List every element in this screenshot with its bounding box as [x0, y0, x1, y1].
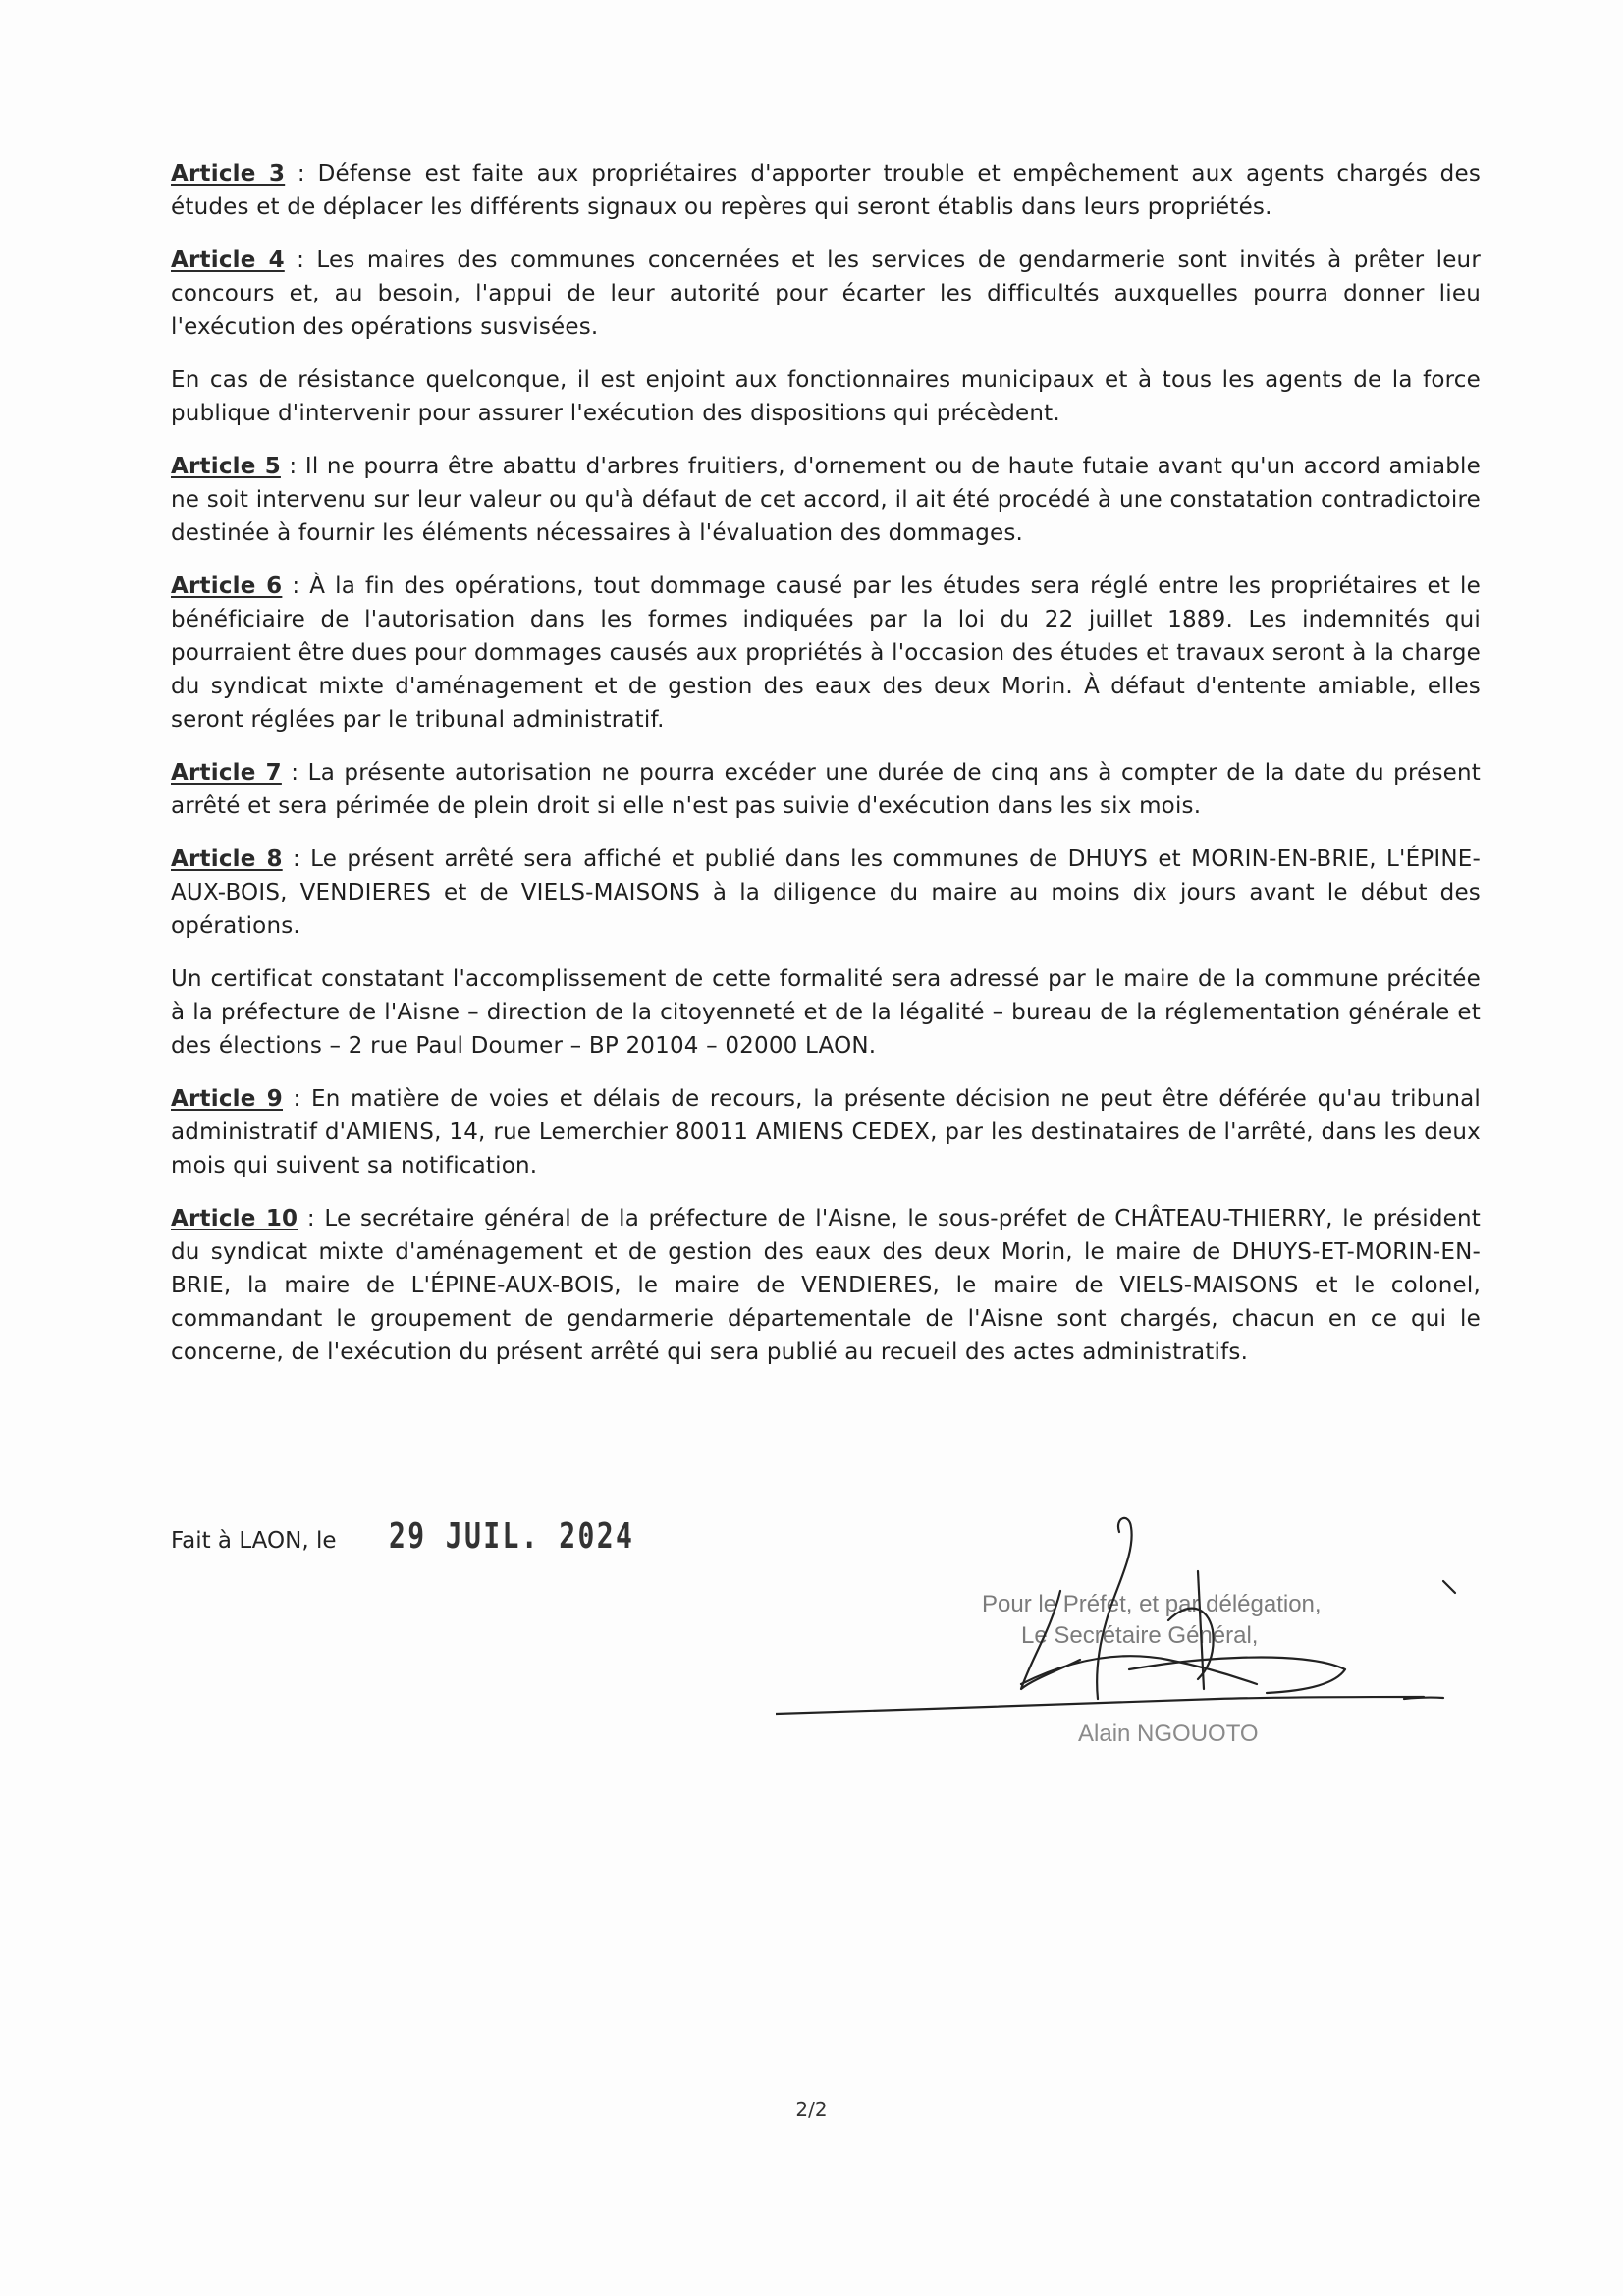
paragraph-article-5 — [171, 450, 1481, 550]
article-label: Article 5 — [171, 454, 281, 479]
paragraph-article-7 — [171, 756, 1481, 823]
signatory-title-line-2: Le Secrétaire Général, — [1021, 1622, 1259, 1649]
paragraph-text: : En matière de voies et délais de recours, la présente décision ne peut être déférée qu'au tribunal administratif d'AMIENS, 14, rue Lemerchier 80011 AMIENS CEDEX, par les destinataires de l'arrêté, dans les deux mois qui suivent sa notification. — [171, 1086, 1481, 1178]
paragraph-article-8 — [171, 843, 1481, 943]
paragraph-article-6 — [171, 570, 1481, 737]
paragraph-article-10 — [171, 1202, 1481, 1369]
article-label: Article 7 — [171, 760, 282, 786]
paragraph-article-4 — [171, 244, 1481, 344]
paragraph-text: : Le secrétaire général de la préfecture de l'Aisne, le sous-préfet de CHÂTEAU-THIERRY, le président du syndicat mixte d'aménagement et de gestion des eaux des deux Morin, le maire de DHUYS-ET-MORIN-EN-BRIE, la maire de L'ÉPINE-AUX-BOIS, le maire de VENDIERES, le maire de VIELS-MAISONS et le colonel, commandant le groupement de gendarmerie départementale de l'Aisne sont chargés, chacun en ce qui le concerne, de l'exécution du présent arrêté qui sera publié au recueil des actes administratifs. — [171, 1206, 1481, 1365]
page-number: 2/2 — [795, 2098, 828, 2121]
article-label: Article 3 — [171, 161, 286, 187]
paragraph-resistance — [171, 363, 1481, 430]
article-label: Article 4 — [171, 247, 285, 273]
paragraph-text: : Le présent arrêté sera affiché et publié dans les communes de DHUYS et MORIN-EN-BRIE, L'ÉPINE-AUX-BOIS, VENDIERES et de VIELS-MAISONS à la diligence du maire au moins dix jours avant le début des opérations. — [171, 847, 1481, 939]
signatory-name: Alain NGOUOTO — [1078, 1721, 1259, 1747]
place-line: Fait à LAON, le — [171, 1528, 337, 1554]
paragraph-text: : Les maires des communes concernées et les services de gendarmerie sont invités à prêter leur concours et, au besoin, l'appui de leur autorité pour écarter les difficultés auxquelles pourra donner lieu l'exécution des opérations susvisées. — [171, 247, 1481, 340]
paragraph-article-9 — [171, 1082, 1481, 1182]
handwritten-signature — [776, 1512, 1483, 1728]
paragraph-text: : Il ne pourra être abattu d'arbres fruitiers, d'ornement ou de haute futaie avant qu'un accord amiable ne soit intervenu sur leur valeur ou qu'à défaut de cet accord, il ait été procédé à une constatation contradictoire destinée à fournir les éléments nécessaires à l'évaluation des dommages. — [171, 454, 1481, 546]
article-label: Article 6 — [171, 574, 283, 599]
article-label: Article 9 — [171, 1086, 283, 1112]
paragraph-article-3 — [171, 157, 1481, 224]
paragraph-text: : Défense est faite aux propriétaires d'apporter trouble et empêchement aux agents chargés des études et de déplacer les différents signaux ou repères qui seront établis dans leurs propriétés. — [171, 161, 1481, 220]
document-body — [171, 157, 1481, 1389]
article-label: Article 8 — [171, 847, 283, 872]
paragraph-certificate — [171, 962, 1481, 1063]
paragraph-text: : La présente autorisation ne pourra excéder une durée de cinq ans à compter de la date du présent arrêté et sera périmée de plein droit si elle n'est pas suivie d'exécution dans les six mois. — [171, 760, 1482, 819]
signatory-title-line-1: Pour le Préfet, et par délégation, — [982, 1591, 1322, 1617]
paragraph-text: : À la fin des opérations, tout dommage causé par les études sera réglé entre les propriétaires et le bénéficiaire de l'autorisation dans les formes indiquées par la loi du 22 juillet 1889. Les indemnités qui pourraient être dues pour dommages causés aux propriétés à l'occasion des études et travaux seront à la charge du syndicat mixte d'aménagement et de gestion des eaux des deux Morin. À défaut d'entente amiable, elles seront réglées par le tribunal administratif. — [171, 574, 1481, 733]
date-stamp: 29 JUIL. 2024 — [389, 1516, 635, 1557]
article-label: Article 10 — [171, 1206, 298, 1231]
paragraph-text: Un certificat constatant l'accomplissement de cette formalité sera adressé par le maire de la commune précitée à la préfecture de l'Aisne – direction de la citoyenneté et de la légalité – bureau de la réglementation générale et des élections – 2 rue Paul Doumer – BP 20104 – 02000 LAON. — [171, 966, 1481, 1059]
paragraph-text: En cas de résistance quelconque, il est enjoint aux fonctionnaires municipaux et à tous les agents de la force publique d'intervenir pour assurer l'exécution des dispositions qui précèdent. — [171, 367, 1481, 426]
